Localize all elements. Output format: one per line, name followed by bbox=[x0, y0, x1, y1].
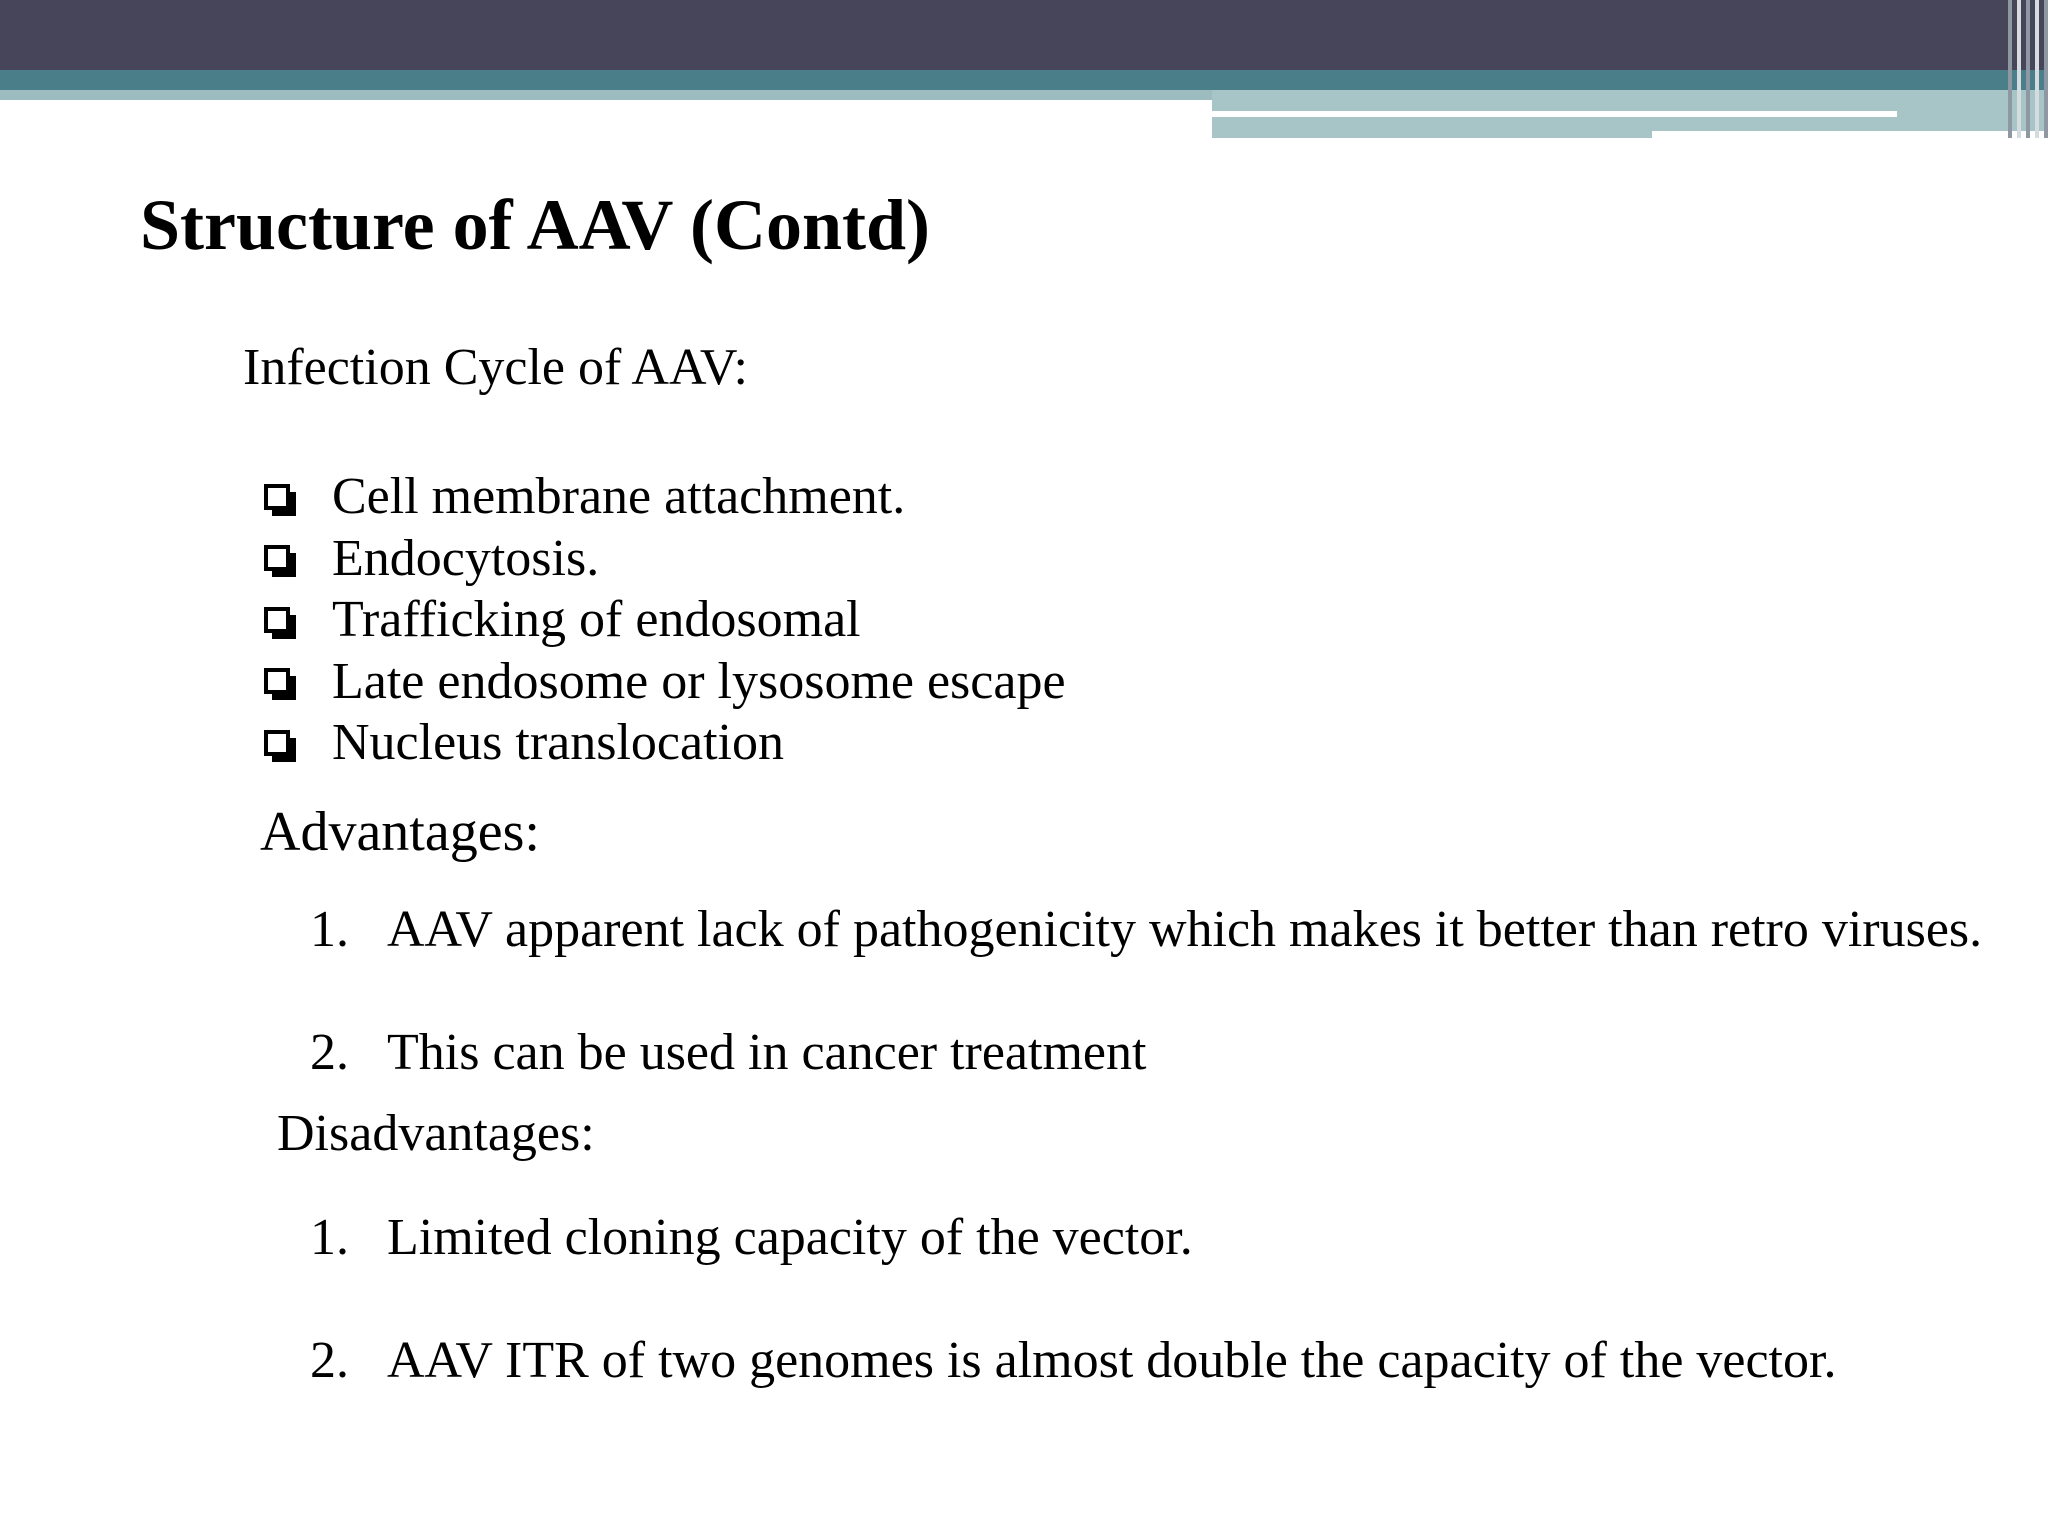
item-text: Limited cloning capacity of the vector. bbox=[387, 1209, 1193, 1266]
list-item-text: Nucleus translocation bbox=[332, 714, 784, 772]
list-item bbox=[264, 528, 1066, 590]
list-item bbox=[264, 466, 1066, 528]
disadvantages-heading: Disadvantages: bbox=[277, 1105, 595, 1162]
checkbox-bullet-icon bbox=[264, 668, 290, 694]
header-right-stripes bbox=[1986, 0, 2048, 138]
list-item-text: Cell membrane attachment. bbox=[332, 468, 906, 526]
item-number: 2. bbox=[310, 1024, 349, 1081]
advantages-heading: Advantages: bbox=[260, 801, 540, 863]
item-number: 2. bbox=[310, 1332, 349, 1389]
stripe bbox=[2044, 0, 2048, 138]
header-band-teal bbox=[0, 70, 2048, 90]
list-item bbox=[264, 651, 1066, 713]
list-item-text: Trafficking of endosomal bbox=[332, 591, 861, 649]
checkbox-bullet-icon bbox=[264, 484, 290, 510]
infection-cycle-heading: Infection Cycle of AAV: bbox=[243, 339, 748, 396]
stripe bbox=[2017, 0, 2021, 138]
checkbox-bullet-icon bbox=[264, 545, 290, 571]
header-band-light bbox=[0, 90, 1212, 100]
item-text: AAV ITR of two genomes is almost double the capacity of the vector. bbox=[387, 1332, 1837, 1389]
item-text: This can be used in cancer treatment bbox=[387, 1024, 1147, 1081]
stripe bbox=[2026, 0, 2030, 138]
header-band-dark bbox=[0, 0, 2048, 70]
item-text: AAV apparent lack of pathogenicity which makes it better than retro viruses. bbox=[387, 901, 1983, 958]
infection-steps-list bbox=[264, 466, 1066, 774]
slide-title: Structure of AAV (Contd) bbox=[140, 185, 931, 265]
checkbox-bullet-icon bbox=[264, 607, 290, 633]
item-number: 1. bbox=[310, 901, 349, 958]
header-rule-line bbox=[1212, 111, 1897, 117]
stripe bbox=[2035, 0, 2039, 138]
list-item bbox=[264, 589, 1066, 651]
list-item-text: Late endosome or lysosome escape bbox=[332, 652, 1066, 710]
stripe bbox=[2008, 0, 2012, 138]
list-item bbox=[264, 712, 1066, 774]
item-number: 1. bbox=[310, 1209, 349, 1266]
list-item-text: Endocytosis. bbox=[332, 529, 600, 587]
checkbox-bullet-icon bbox=[264, 730, 290, 756]
